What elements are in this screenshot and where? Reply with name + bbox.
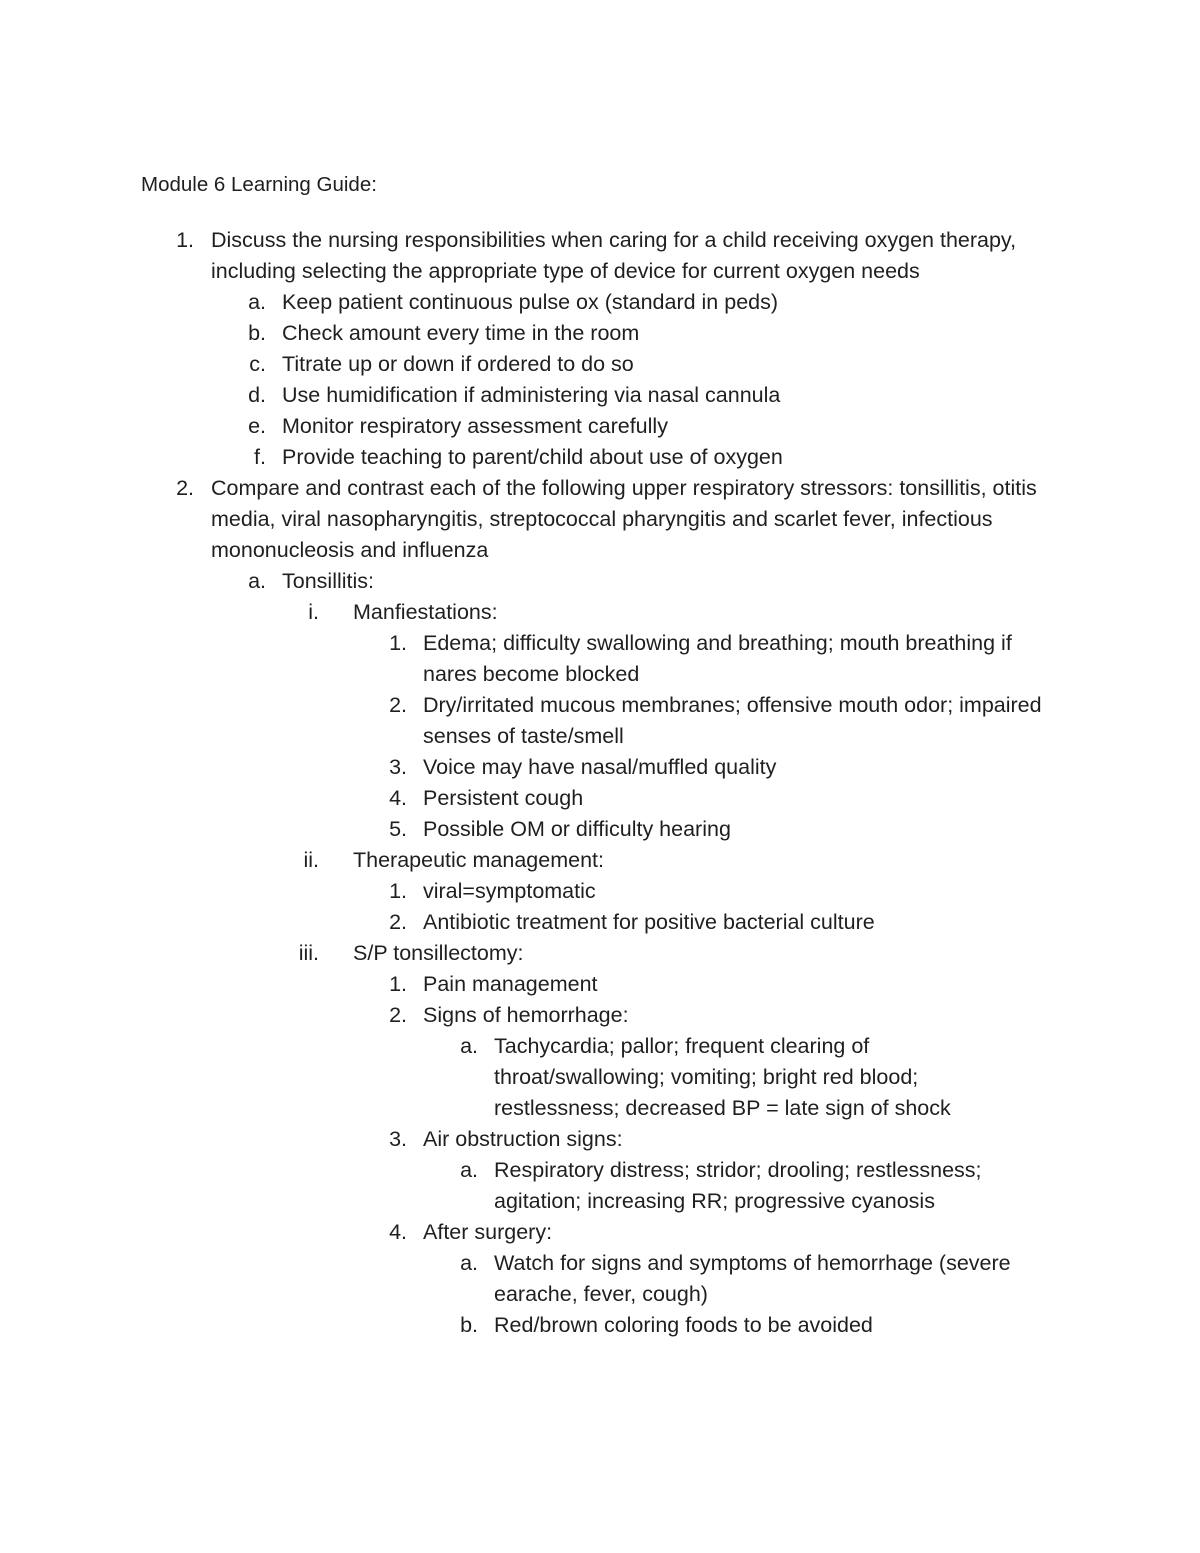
list-item-text: Discuss the nursing responsibilities when caring for a child receiving oxygen therapy, including selecting the appropriate type of device for current oxygen needs bbox=[211, 228, 1017, 283]
list-item-text: S/P tonsillectomy: bbox=[353, 941, 524, 965]
list-marker: d. bbox=[248, 383, 266, 407]
list-marker: 1. bbox=[176, 228, 194, 252]
list-marker: 2. bbox=[389, 693, 407, 717]
list-marker: a. bbox=[460, 1034, 478, 1058]
list-marker: i. bbox=[308, 600, 319, 624]
list-item-text: Compare and contrast each of the following upper respiratory stressors: tonsillitis, otitis media, viral nasopharyngitis, streptococcal pharyngitis and scarlet fever, infectious mononucleosis and influenza bbox=[211, 476, 1037, 562]
list-item bbox=[0, 1310, 1200, 1341]
list-marker: 3. bbox=[389, 755, 407, 779]
list-item-text: Keep patient continuous pulse ox (standard in peds) bbox=[282, 290, 779, 314]
list-item bbox=[0, 907, 1200, 938]
list-marker: 1. bbox=[389, 631, 407, 655]
list-item-text: Monitor respiratory assessment carefully bbox=[282, 414, 668, 438]
list-marker: 1. bbox=[389, 879, 407, 903]
list-item bbox=[0, 628, 1200, 690]
list-item-text: Tachycardia; pallor; frequent clearing of throat/swallowing; vomiting; bright red blood; restlessness; decreased BP = late sign of shock bbox=[494, 1034, 951, 1120]
list-item bbox=[0, 597, 1200, 628]
list-item-text: Red/brown coloring foods to be avoided bbox=[494, 1313, 873, 1337]
list-item bbox=[0, 1248, 1200, 1310]
list-item-text: Watch for signs and symptoms of hemorrhage (severe earache, fever, cough) bbox=[494, 1251, 1011, 1306]
list-marker: 2. bbox=[389, 910, 407, 934]
page-title: Module 6 Learning Guide: bbox=[141, 173, 377, 196]
list-marker: b. bbox=[460, 1313, 478, 1337]
list-item bbox=[0, 411, 1200, 442]
list-marker: 1. bbox=[389, 972, 407, 996]
list-item bbox=[0, 349, 1200, 380]
list-item bbox=[0, 1031, 1200, 1124]
list-item-text: Signs of hemorrhage: bbox=[423, 1003, 629, 1027]
list-marker: 2. bbox=[389, 1003, 407, 1027]
list-item-text: Provide teaching to parent/child about use of oxygen bbox=[282, 445, 783, 469]
list-marker: 4. bbox=[389, 786, 407, 810]
list-item bbox=[0, 1124, 1200, 1155]
list-marker: ii. bbox=[303, 848, 319, 872]
list-item bbox=[0, 287, 1200, 318]
list-item-text: Tonsillitis: bbox=[282, 569, 374, 593]
list-item-text: Pain management bbox=[423, 972, 598, 996]
list-item bbox=[0, 845, 1200, 876]
list-item bbox=[0, 566, 1200, 597]
list-item-text: Titrate up or down if ordered to do so bbox=[282, 352, 634, 376]
list-item-text: Air obstruction signs: bbox=[423, 1127, 623, 1151]
list-marker: a. bbox=[460, 1158, 478, 1182]
list-item bbox=[0, 225, 1200, 287]
list-item bbox=[0, 752, 1200, 783]
list-item bbox=[0, 938, 1200, 969]
list-item bbox=[0, 1000, 1200, 1031]
list-marker: c. bbox=[249, 352, 266, 376]
list-item bbox=[0, 783, 1200, 814]
list-item-text: Check amount every time in the room bbox=[282, 321, 640, 345]
list-marker: 5. bbox=[389, 817, 407, 841]
list-item-text: After surgery: bbox=[423, 1220, 553, 1244]
list-marker: 2. bbox=[176, 476, 194, 500]
list-item-text: Manfiestations: bbox=[353, 600, 498, 624]
list-item bbox=[0, 1217, 1200, 1248]
list-item-text: Persistent cough bbox=[423, 786, 584, 810]
list-item-text: Dry/irritated mucous membranes; offensive mouth odor; impaired senses of taste/smell bbox=[423, 693, 1042, 748]
list-marker: 3. bbox=[389, 1127, 407, 1151]
list-item bbox=[0, 969, 1200, 1000]
list-item-text: Antibiotic treatment for positive bacterial culture bbox=[423, 910, 875, 934]
list-item-text: Possible OM or difficulty hearing bbox=[423, 817, 731, 841]
list-item-text: viral=symptomatic bbox=[423, 879, 596, 903]
list-item-text: Edema; difficulty swallowing and breathing; mouth breathing if nares become blocked bbox=[423, 631, 1012, 686]
list-marker: a. bbox=[248, 290, 266, 314]
list-item bbox=[0, 380, 1200, 411]
list-item bbox=[0, 318, 1200, 349]
list-item bbox=[0, 1155, 1200, 1217]
list-item-text: Respiratory distress; stridor; drooling; restlessness; agitation; increasing RR; progressive cyanosis bbox=[494, 1158, 982, 1213]
list-marker: b. bbox=[248, 321, 266, 345]
list-marker: a. bbox=[460, 1251, 478, 1275]
list-marker: iii. bbox=[298, 941, 319, 965]
list-item-text: Use humidification if administering via nasal cannula bbox=[282, 383, 781, 407]
list-marker: f. bbox=[254, 445, 266, 469]
outline-list bbox=[0, 225, 1200, 1341]
list-item bbox=[0, 473, 1200, 566]
list-item bbox=[0, 814, 1200, 845]
list-item-text: Therapeutic management: bbox=[353, 848, 604, 872]
list-item bbox=[0, 876, 1200, 907]
list-marker: a. bbox=[248, 569, 266, 593]
list-item bbox=[0, 690, 1200, 752]
list-item bbox=[0, 442, 1200, 473]
list-marker: 4. bbox=[389, 1220, 407, 1244]
list-marker: e. bbox=[248, 414, 266, 438]
list-item-text: Voice may have nasal/muffled quality bbox=[423, 755, 777, 779]
